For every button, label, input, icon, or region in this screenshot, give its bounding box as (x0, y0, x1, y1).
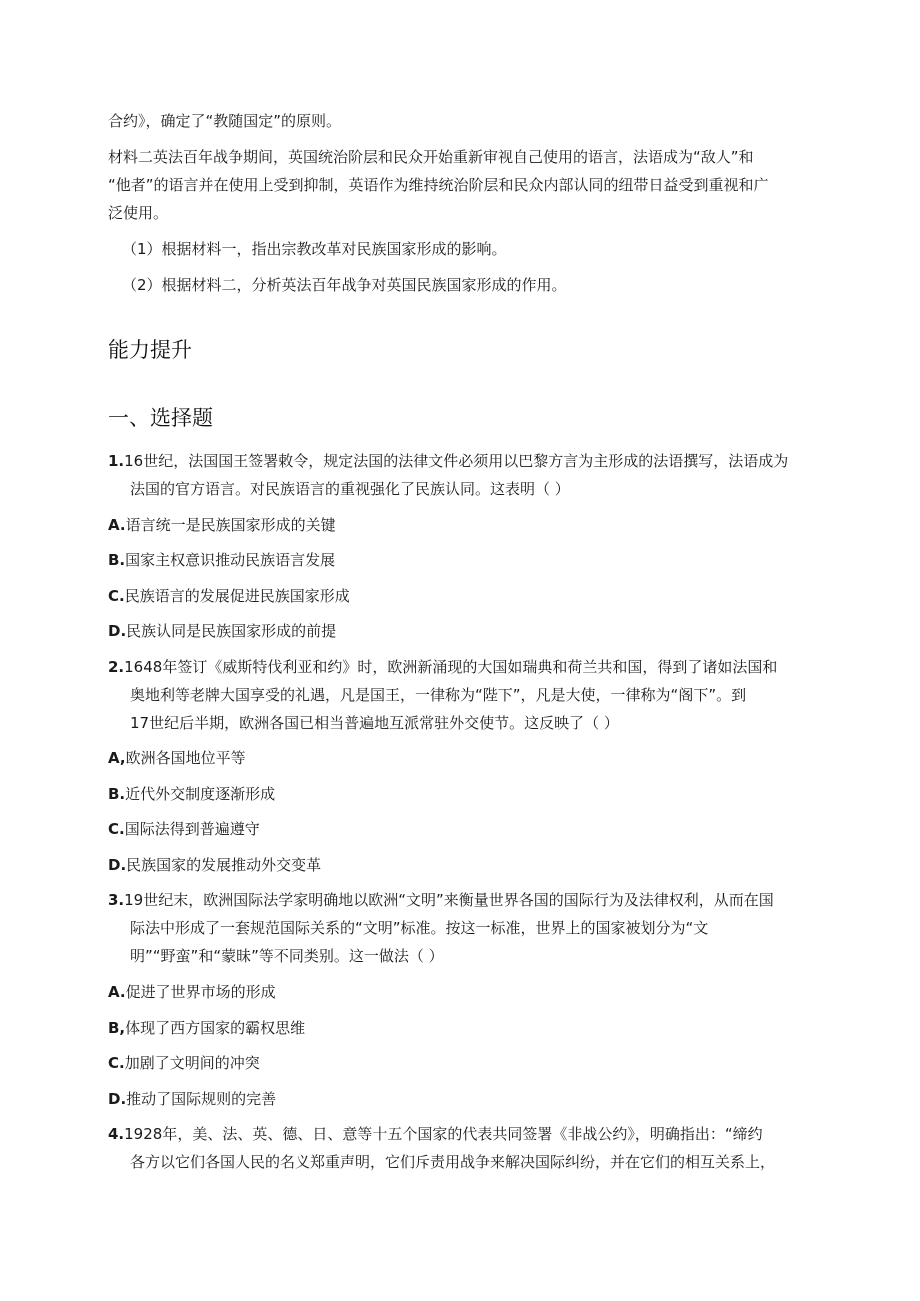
option-a: A.促进了世界市场的形成 (108, 983, 276, 1001)
question-number: 2. (108, 658, 125, 676)
option-c: C.民族语言的发展促进民族国家形成 (108, 587, 350, 605)
material-question-1: （1）根据材料一，指出宗教改革对民族国家形成的影响。 (122, 240, 507, 258)
question-text: 19世纪末，欧洲国际法学家明确地以欧洲“文明”来衡量世界各国的国际行为及法律权利，从而在国 (124, 891, 774, 909)
option-c: C.加剧了文明间的冲突 (108, 1054, 260, 1072)
option-b: B.国家主权意识推动民族语言发展 (108, 551, 336, 569)
question-number: 4. (108, 1125, 125, 1143)
question-2-stem-cont: 奥地利等老牌大国享受的礼遇，凡是国王，一律称为“陛下”，凡是大使，一律称为“阁下”。到 (130, 686, 747, 704)
question-number: 3. (108, 891, 125, 909)
question-4-stem-cont: 各方以它们各国人民的名义郑重声明，它们斥责用战争来解决国际纠纷，并在它们的相互关系上， (130, 1153, 776, 1171)
question-text: 1928年，美、法、英、德、日、意等十五个国家的代表共同签署《非战公约》，明确指出：“缔约 (124, 1125, 763, 1143)
material-line: 材料二英法百年战争期间，英国统治阶层和民众开始重新审视自己使用的语言，法语成为“敌人”和 (108, 148, 754, 166)
question-4-stem (108, 1124, 763, 1144)
question-2-stem (108, 657, 777, 677)
question-text: 1648年签订《威斯特伐利亚和约》时，欧洲新涌现的大国如瑞典和荷兰共和国，得到了诸如法国和 (124, 658, 778, 676)
material-line: 泛使用。 (108, 204, 169, 222)
option-a: A,欧洲各国地位平等 (108, 749, 246, 767)
option-b: B,体现了西方国家的霸权思维 (108, 1019, 306, 1037)
section-title: 能力提升 (108, 338, 192, 362)
option-b: B.近代外交制度逐渐形成 (108, 785, 276, 803)
option-a: A.语言统一是民族国家形成的关键 (108, 516, 336, 534)
question-number: 1. (108, 452, 125, 470)
option-d: D.民族认同是民族国家形成的前提 (108, 622, 337, 640)
question-text: 16世纪，法国国王签署敕令，规定法国的法律文件必须用以巴黎方言为主形成的法语撰写，法语成为 (124, 452, 789, 470)
material-question-2: （2）根据材料二，分析英法百年战争对英国民族国家形成的作用。 (122, 276, 567, 294)
material-line: 合约》，确定了“教随国定”的原则。 (108, 112, 342, 130)
material-line: “他者”的语言并在使用上受到抑制，英语作为维持统治阶层和民众内部认同的纽带日益受到重视和广 (108, 176, 769, 194)
question-1-stem (108, 451, 788, 471)
subsection-title: 一、选择题 (108, 406, 213, 430)
option-c: C.国际法得到普遍遵守 (108, 820, 260, 838)
option-d: D.民族国家的发展推动外交变革 (108, 856, 322, 874)
question-3-stem-cont: 明”“野蛮”和“蒙昧”等不同类别。这一做法（ ） (130, 947, 444, 965)
question-1-stem-cont: 法国的官方语言。对民族语言的重视强化了民族认同。这表明（ ） (130, 480, 570, 498)
option-d: D.推动了国际规则的完善 (108, 1090, 277, 1108)
question-3-stem (108, 890, 774, 910)
question-2-stem-cont: 17世纪后半期，欧洲各国已相当普遍地互派常驻外交使节。这反映了（ ） (130, 714, 619, 732)
question-3-stem-cont: 际法中形成了一套规范国际关系的“文明”标准。按这一标准，世界上的国家被划分为“文 (130, 919, 709, 937)
